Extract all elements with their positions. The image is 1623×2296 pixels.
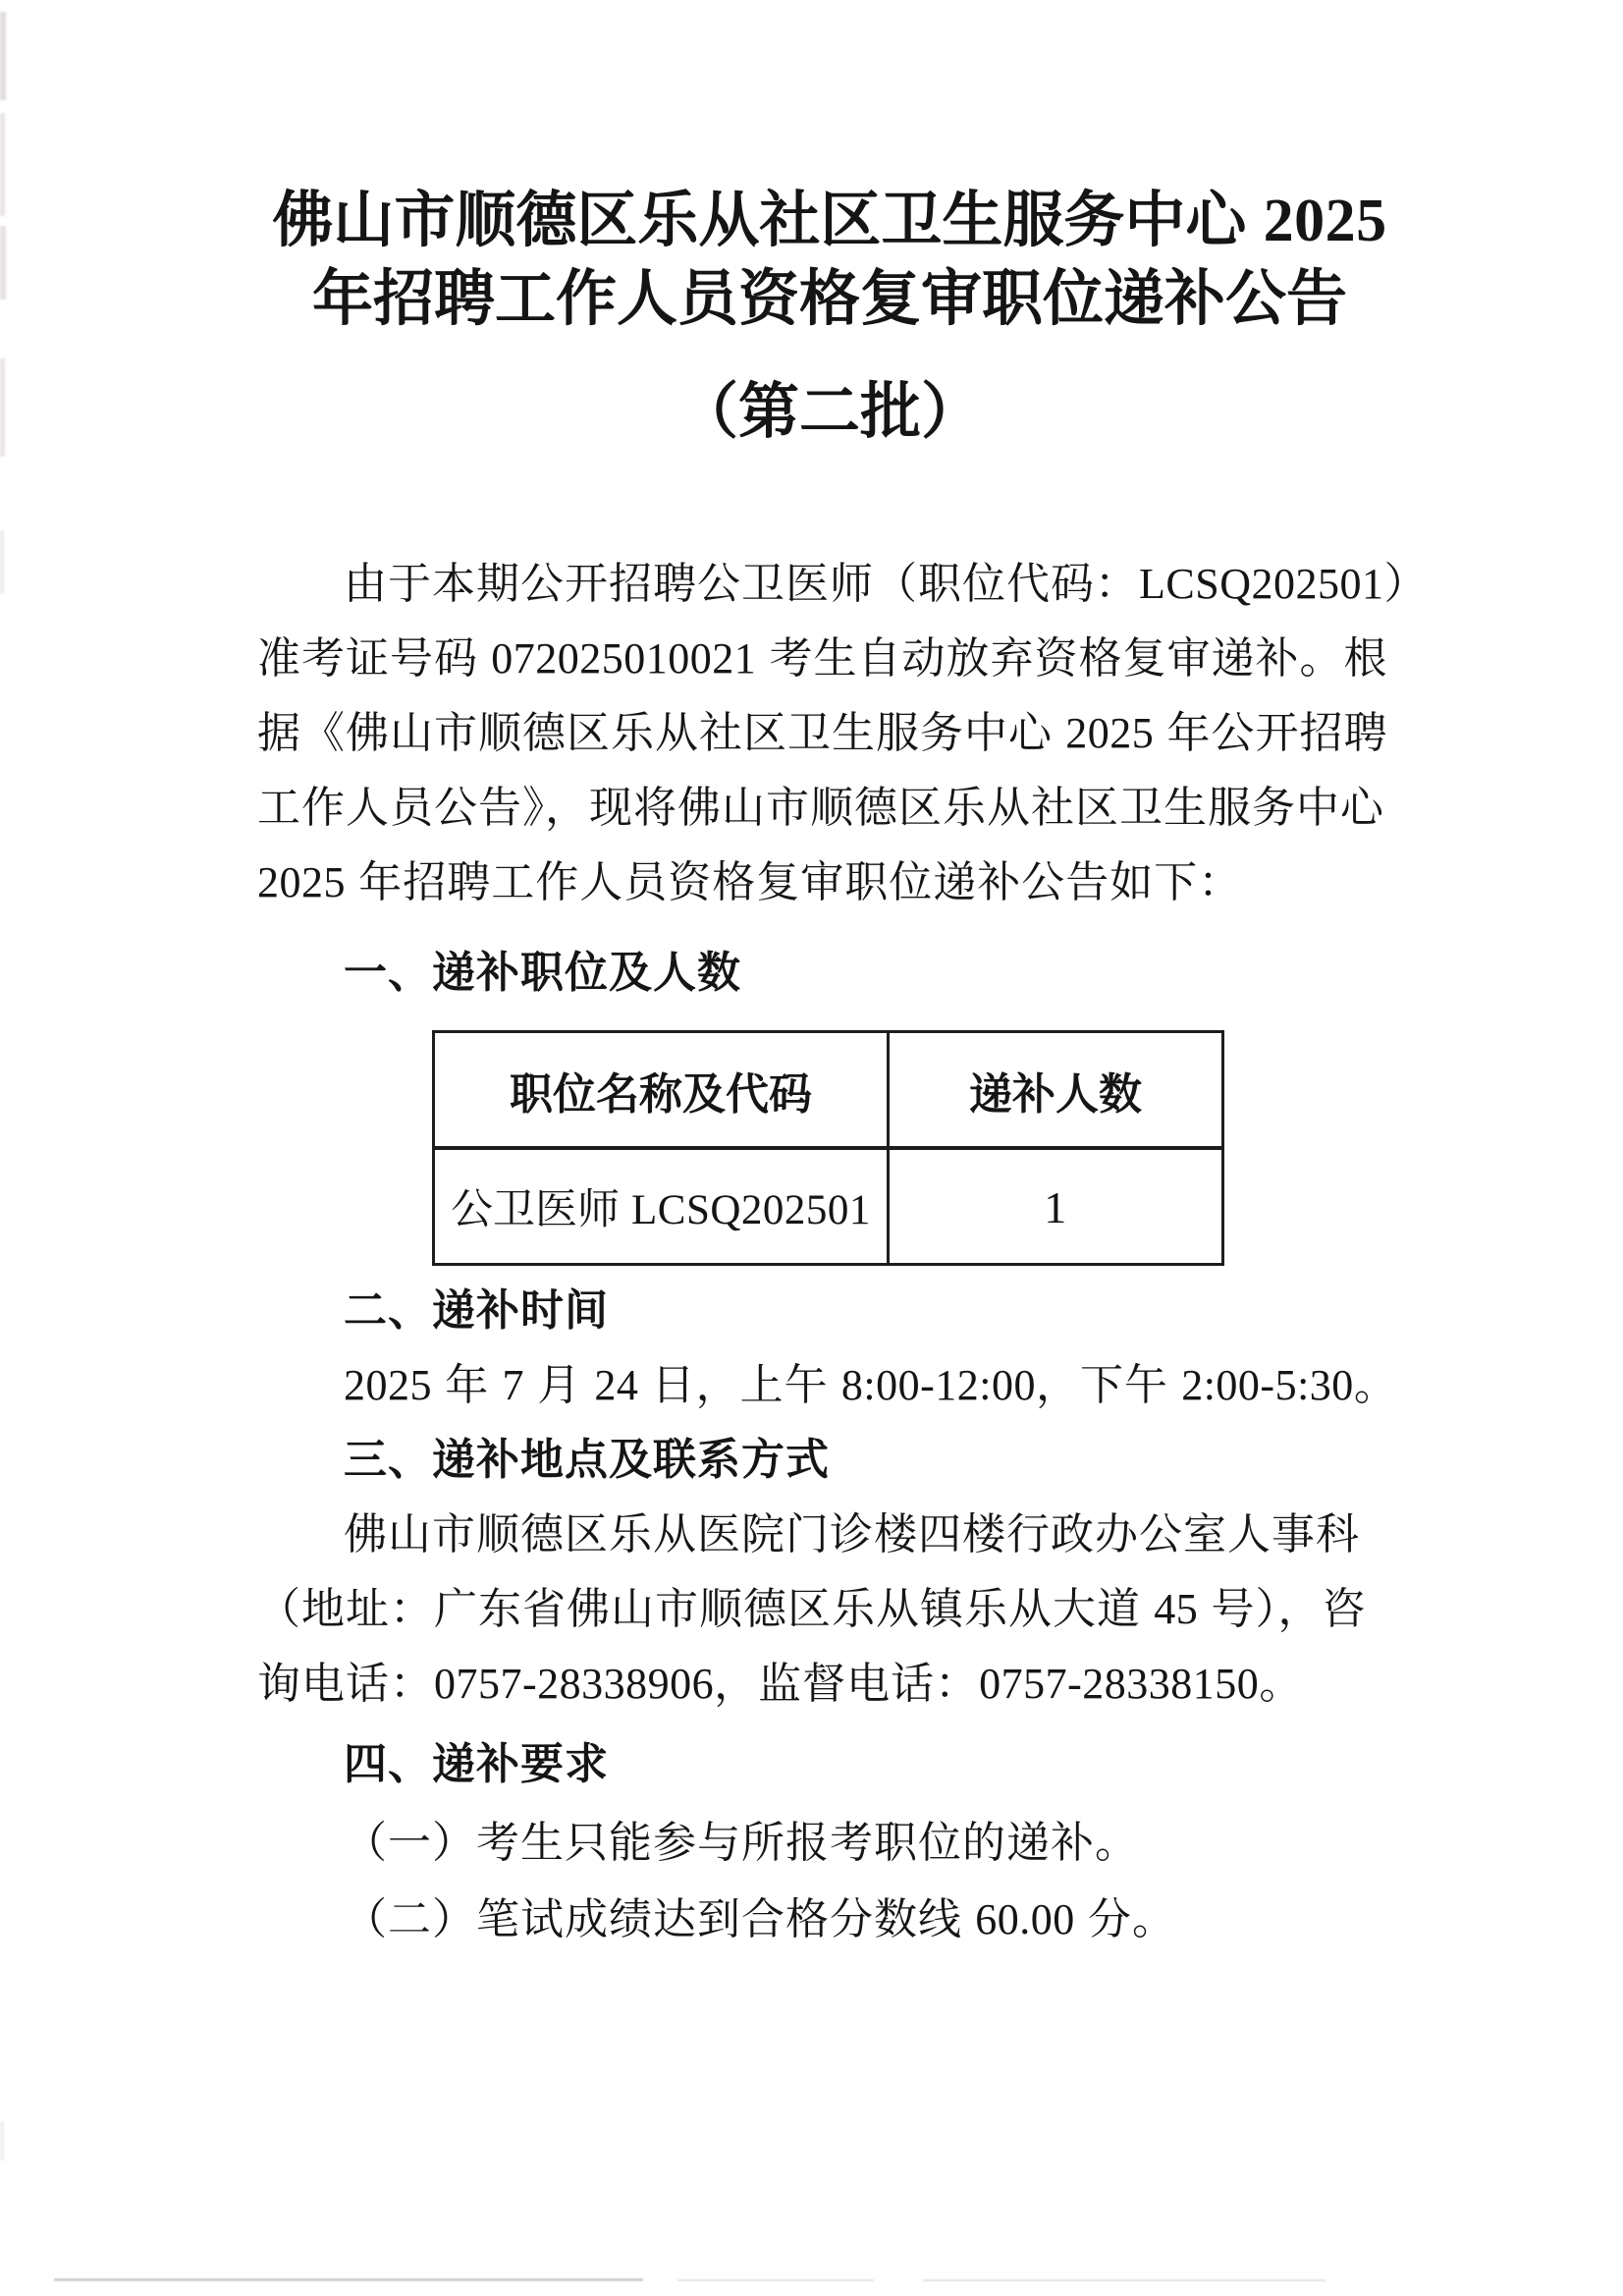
- table-row: [434, 1148, 1223, 1265]
- document-title-line-1: 佛山市顺德区乐从社区卫生服务中心 2025: [272, 187, 1387, 254]
- intro-paragraph-line-2: 准考证号码 072025010021 考生自动放弃资格复审递补。根: [257, 634, 1388, 683]
- scan-artifact-left-edge-1: [0, 12, 6, 100]
- scan-artifact-left-edge-2: [0, 113, 5, 216]
- requirement-item-2: （二）笔试成绩达到合格分数线 60.00 分。: [344, 1895, 1176, 1943]
- intro-paragraph-line-1: 由于本期公开招聘公卫医师（职位代码：LCSQ202501）: [344, 560, 1429, 608]
- table-header-row: [434, 1032, 1223, 1149]
- scan-artifact-left-edge-3: [0, 226, 6, 300]
- scan-artifact-bottom-line-2: [677, 2279, 874, 2281]
- scan-artifact-left-edge-5: [0, 530, 4, 594]
- section-2-heading: 二、递补时间: [344, 1286, 609, 1335]
- replenish-time-line: 2025 年 7 月 24 日，上午 8:00-12:00，下午 2:00-5:30。: [344, 1361, 1398, 1409]
- table-header-position: 职位名称及代码: [434, 1032, 889, 1149]
- position-cell: 公卫医师 LCSQ202501: [434, 1148, 889, 1265]
- location-line: 佛山市顺德区乐从医院门诊楼四楼行政办公室人事科: [344, 1510, 1360, 1558]
- table-header-count: 递补人数: [889, 1032, 1223, 1149]
- intro-paragraph-line-5: 2025 年招聘工作人员资格复审职位递补公告如下：: [257, 858, 1243, 906]
- address-line: （地址：广东省佛山市顺德区乐从镇乐从大道 45 号），咨: [257, 1585, 1367, 1633]
- phone-line: 询电话：0757-28338906，监督电话：0757-28338150。: [257, 1660, 1304, 1708]
- document-title-line-3: （第二批）: [676, 378, 982, 446]
- requirement-item-1: （一）考生只能参与所报考职位的递补。: [344, 1819, 1139, 1867]
- intro-paragraph-line-4: 工作人员公告》，现将佛山市顺德区乐从社区卫生服务中心: [257, 784, 1384, 832]
- count-cell: 1: [889, 1148, 1223, 1265]
- scan-artifact-bottom-line-3: [923, 2279, 1325, 2281]
- document-title: [257, 182, 1402, 452]
- scan-artifact-left-edge-6: [0, 2121, 4, 2160]
- document-content: [257, 0, 1429, 1957]
- section-4-heading: 四、递补要求: [344, 1740, 609, 1788]
- positions-table: [432, 1030, 1224, 1266]
- intro-paragraph-line-3: 据《佛山市顺德区乐从社区卫生服务中心 2025 年公开招聘: [257, 709, 1388, 757]
- scan-artifact-left-edge-4: [0, 358, 5, 457]
- scan-artifact-bottom-line-1: [54, 2278, 643, 2281]
- section-1-heading: 一、递补职位及人数: [344, 949, 741, 997]
- document-title-line-2: 年招聘工作人员资格复审职位递补公告: [311, 265, 1347, 333]
- section-3-heading: 三、递补地点及联系方式: [344, 1436, 830, 1484]
